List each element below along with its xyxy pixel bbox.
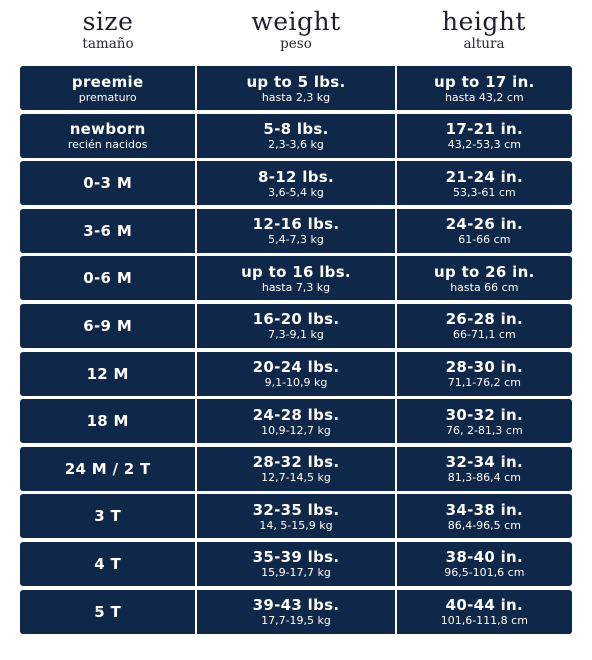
table-row <box>20 209 572 253</box>
table-row <box>20 304 572 348</box>
height-cm: hasta 43,2 cm <box>444 90 524 104</box>
height-in: 38-40 in. <box>445 548 524 567</box>
size-label: newborn <box>69 120 146 139</box>
size-cell <box>20 256 195 300</box>
weight-kg: 2,3-3,6 kg <box>268 138 324 152</box>
height-in: 40-44 in. <box>445 596 524 615</box>
weight-kg: 14, 5-15,9 kg <box>259 518 333 532</box>
height-cm: 71,1-76,2 cm <box>447 376 521 390</box>
weight-lbs: 5-8 lbs. <box>263 120 329 139</box>
size-label: 24 M / 2 T <box>64 459 151 478</box>
height-cm: 96,5-101,6 cm <box>444 566 525 580</box>
size-cell <box>20 542 195 586</box>
size-cell <box>20 161 195 205</box>
height-cm: 101,6-111,8 cm <box>440 614 528 628</box>
height-in: up to 26 in. <box>434 262 535 281</box>
height-in: 30-32 in. <box>445 405 524 424</box>
size-cell <box>20 66 195 110</box>
height-in: 28-30 in. <box>445 358 524 377</box>
weight-lbs: up to 16 lbs. <box>241 262 351 281</box>
table-row <box>20 114 572 158</box>
size-label: 3-6 M <box>83 221 133 240</box>
size-label: 4 T <box>94 554 122 573</box>
header-size <box>20 8 196 52</box>
height-cm: 43,2-53,3 cm <box>447 138 521 152</box>
header-weight-label-es: peso <box>280 36 312 52</box>
weight-lbs: 8-12 lbs. <box>258 167 334 186</box>
weight-kg: 3,6-5,4 kg <box>268 185 324 199</box>
size-cell <box>20 352 195 396</box>
size-label-es: recién nacidos <box>67 138 148 152</box>
weight-kg: 15,9-17,7 kg <box>261 566 331 580</box>
height-cm: 66-71,1 cm <box>452 328 516 342</box>
height-cm: 81,3-86,4 cm <box>447 471 521 485</box>
weight-kg: 10,9-12,7 kg <box>261 423 331 437</box>
weight-cell <box>195 399 394 443</box>
weight-lbs: up to 5 lbs. <box>246 72 346 91</box>
size-label: preemie <box>71 72 144 91</box>
table-row <box>20 399 572 443</box>
size-cell <box>20 209 195 253</box>
height-cell <box>395 399 572 443</box>
weight-lbs: 35-39 lbs. <box>252 548 340 567</box>
height-cell <box>395 114 572 158</box>
weight-lbs: 32-35 lbs. <box>252 500 340 519</box>
height-cell <box>395 161 572 205</box>
header-weight <box>198 8 394 52</box>
weight-cell <box>195 352 394 396</box>
weight-cell <box>195 209 394 253</box>
size-label: 18 M <box>86 412 129 431</box>
weight-lbs: 20-24 lbs. <box>252 358 340 377</box>
size-label: 6-9 M <box>83 316 133 335</box>
height-in: 24-26 in. <box>445 215 524 234</box>
height-cm: 61-66 cm <box>458 233 511 247</box>
weight-kg: hasta 2,3 kg <box>261 90 331 104</box>
size-cell <box>20 114 195 158</box>
header-height-label: height <box>441 7 527 36</box>
height-cell <box>395 542 572 586</box>
size-label: 3 T <box>94 507 122 526</box>
weight-cell <box>195 447 394 491</box>
height-in: 17-21 in. <box>445 120 524 139</box>
table-row <box>20 352 572 396</box>
weight-kg: 7,3-9,1 kg <box>268 328 324 342</box>
weight-cell <box>195 161 394 205</box>
header-size-label: size <box>82 7 134 36</box>
size-cell <box>20 447 195 491</box>
weight-cell <box>195 494 394 538</box>
weight-kg: hasta 7,3 kg <box>261 280 331 294</box>
weight-cell <box>195 304 394 348</box>
weight-cell <box>195 66 394 110</box>
height-cm: 86,4-96,5 cm <box>447 518 521 532</box>
header-weight-label: weight <box>251 7 341 36</box>
weight-lbs: 12-16 lbs. <box>252 215 340 234</box>
header-height-label-es: altura <box>463 36 505 52</box>
weight-lbs: 28-32 lbs. <box>252 453 340 472</box>
height-cell <box>395 256 572 300</box>
weight-cell <box>195 256 394 300</box>
size-label: 0-3 M <box>83 174 133 193</box>
height-cell <box>395 494 572 538</box>
size-label: 0-6 M <box>83 269 133 288</box>
size-cell <box>20 304 195 348</box>
weight-cell <box>195 590 394 634</box>
header-height <box>396 8 572 52</box>
table-row <box>20 256 572 300</box>
weight-lbs: 39-43 lbs. <box>252 596 340 615</box>
height-in: 26-28 in. <box>445 310 524 329</box>
size-label: 5 T <box>94 602 122 621</box>
weight-kg: 12,7-14,5 kg <box>261 471 331 485</box>
size-label-es: prematuro <box>78 90 137 104</box>
height-cell <box>395 304 572 348</box>
table-row <box>20 161 572 205</box>
size-cell <box>20 399 195 443</box>
height-cell <box>395 352 572 396</box>
weight-kg: 17,7-19,5 kg <box>261 614 331 628</box>
weight-lbs: 24-28 lbs. <box>252 405 340 424</box>
size-label: 12 M <box>86 364 129 383</box>
size-chart-header <box>0 0 592 66</box>
height-in: 32-34 in. <box>445 453 524 472</box>
height-cell <box>395 209 572 253</box>
height-cm: 53,3-61 cm <box>452 185 516 199</box>
weight-lbs: 16-20 lbs. <box>252 310 340 329</box>
height-cell <box>395 66 572 110</box>
weight-cell <box>195 542 394 586</box>
height-in: up to 17 in. <box>434 72 535 91</box>
height-cm: 76, 2-81,3 cm <box>445 423 523 437</box>
height-cm: hasta 66 cm <box>450 280 519 294</box>
table-row <box>20 590 572 634</box>
weight-kg: 9,1-10,9 kg <box>264 376 328 390</box>
height-cell <box>395 590 572 634</box>
table-row <box>20 66 572 110</box>
weight-cell <box>195 114 394 158</box>
header-size-label-es: tamaño <box>82 36 134 52</box>
table-row <box>20 494 572 538</box>
table-row <box>20 447 572 491</box>
height-in: 34-38 in. <box>445 500 524 519</box>
size-chart-table <box>20 66 572 637</box>
weight-kg: 5,4-7,3 kg <box>268 233 324 247</box>
height-in: 21-24 in. <box>445 167 524 186</box>
height-cell <box>395 447 572 491</box>
size-cell <box>20 494 195 538</box>
size-cell <box>20 590 195 634</box>
table-row <box>20 542 572 586</box>
